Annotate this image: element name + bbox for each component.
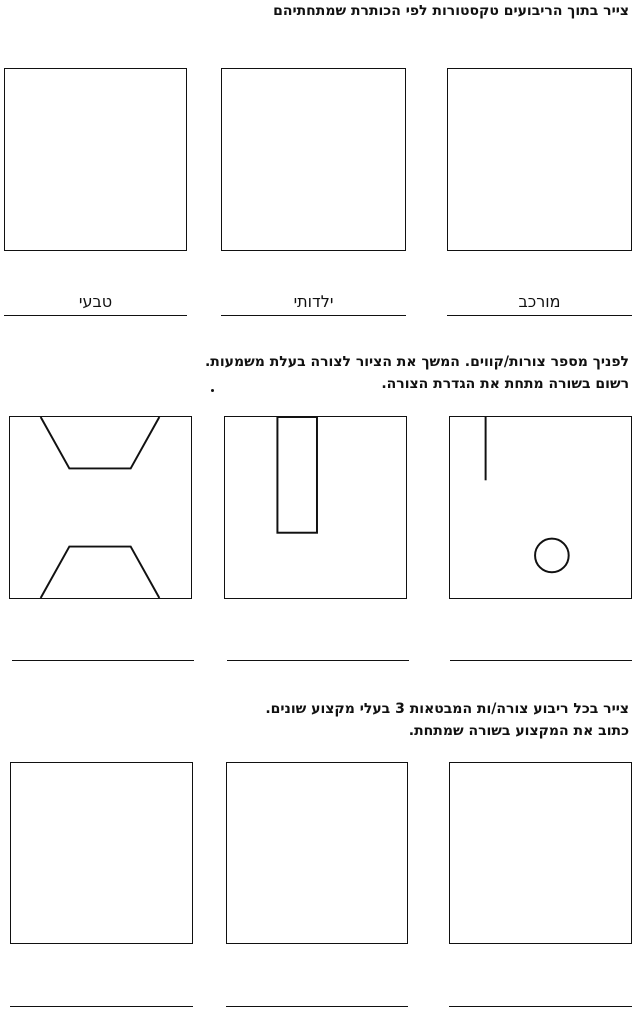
answer-line-1[interactable] [450, 660, 632, 661]
texture-box-complex[interactable] [447, 68, 632, 251]
profession-line-2[interactable] [226, 1006, 408, 1007]
profession-line-3[interactable] [10, 1006, 193, 1007]
section3-instruction-line2: כתוב את המקצוע בשורה שמתחת. [408, 723, 629, 739]
section2-instruction-line1: לפניך מספר צורות/קווים. המשך את הציור לצורה בעלת משמעות. [204, 354, 629, 370]
shape-box-trapezoids[interactable] [9, 416, 192, 599]
caption-line-natural [4, 315, 187, 316]
profession-line-1[interactable] [449, 1006, 632, 1007]
shape-box-line-circle[interactable] [449, 416, 632, 599]
profession-box-1[interactable] [449, 762, 632, 944]
shape-box-rectangle[interactable] [224, 416, 407, 599]
answer-line-3[interactable] [12, 660, 194, 661]
caption-line-complex [447, 315, 632, 316]
texture-box-childish[interactable] [221, 68, 406, 251]
caption-childish: ילדותי [293, 292, 334, 311]
stray-dot [211, 389, 214, 392]
caption-complex: מורכב [518, 292, 561, 311]
profession-box-2[interactable] [226, 762, 408, 944]
texture-box-natural[interactable] [4, 68, 187, 251]
profession-box-3[interactable] [10, 762, 193, 944]
trapezoids-shape [10, 417, 191, 598]
caption-natural: טבעי [78, 292, 113, 311]
caption-line-childish [221, 315, 406, 316]
line-and-circle-shape [450, 417, 631, 598]
tall-rectangle-shape [225, 417, 406, 598]
section1-instruction: צייר בתוך הריבועים טקסטורות לפי הכותרת שמתחתיהם [273, 3, 629, 19]
answer-line-2[interactable] [227, 660, 409, 661]
section3-instruction-line1: צייר בכל ריבוע צורה/ות המבטאות 3 בעלי מקצוע שונים. [265, 701, 629, 717]
section2-instruction-line2: רשום בשורה מתחת את הגדרת הצורה. [381, 376, 629, 392]
